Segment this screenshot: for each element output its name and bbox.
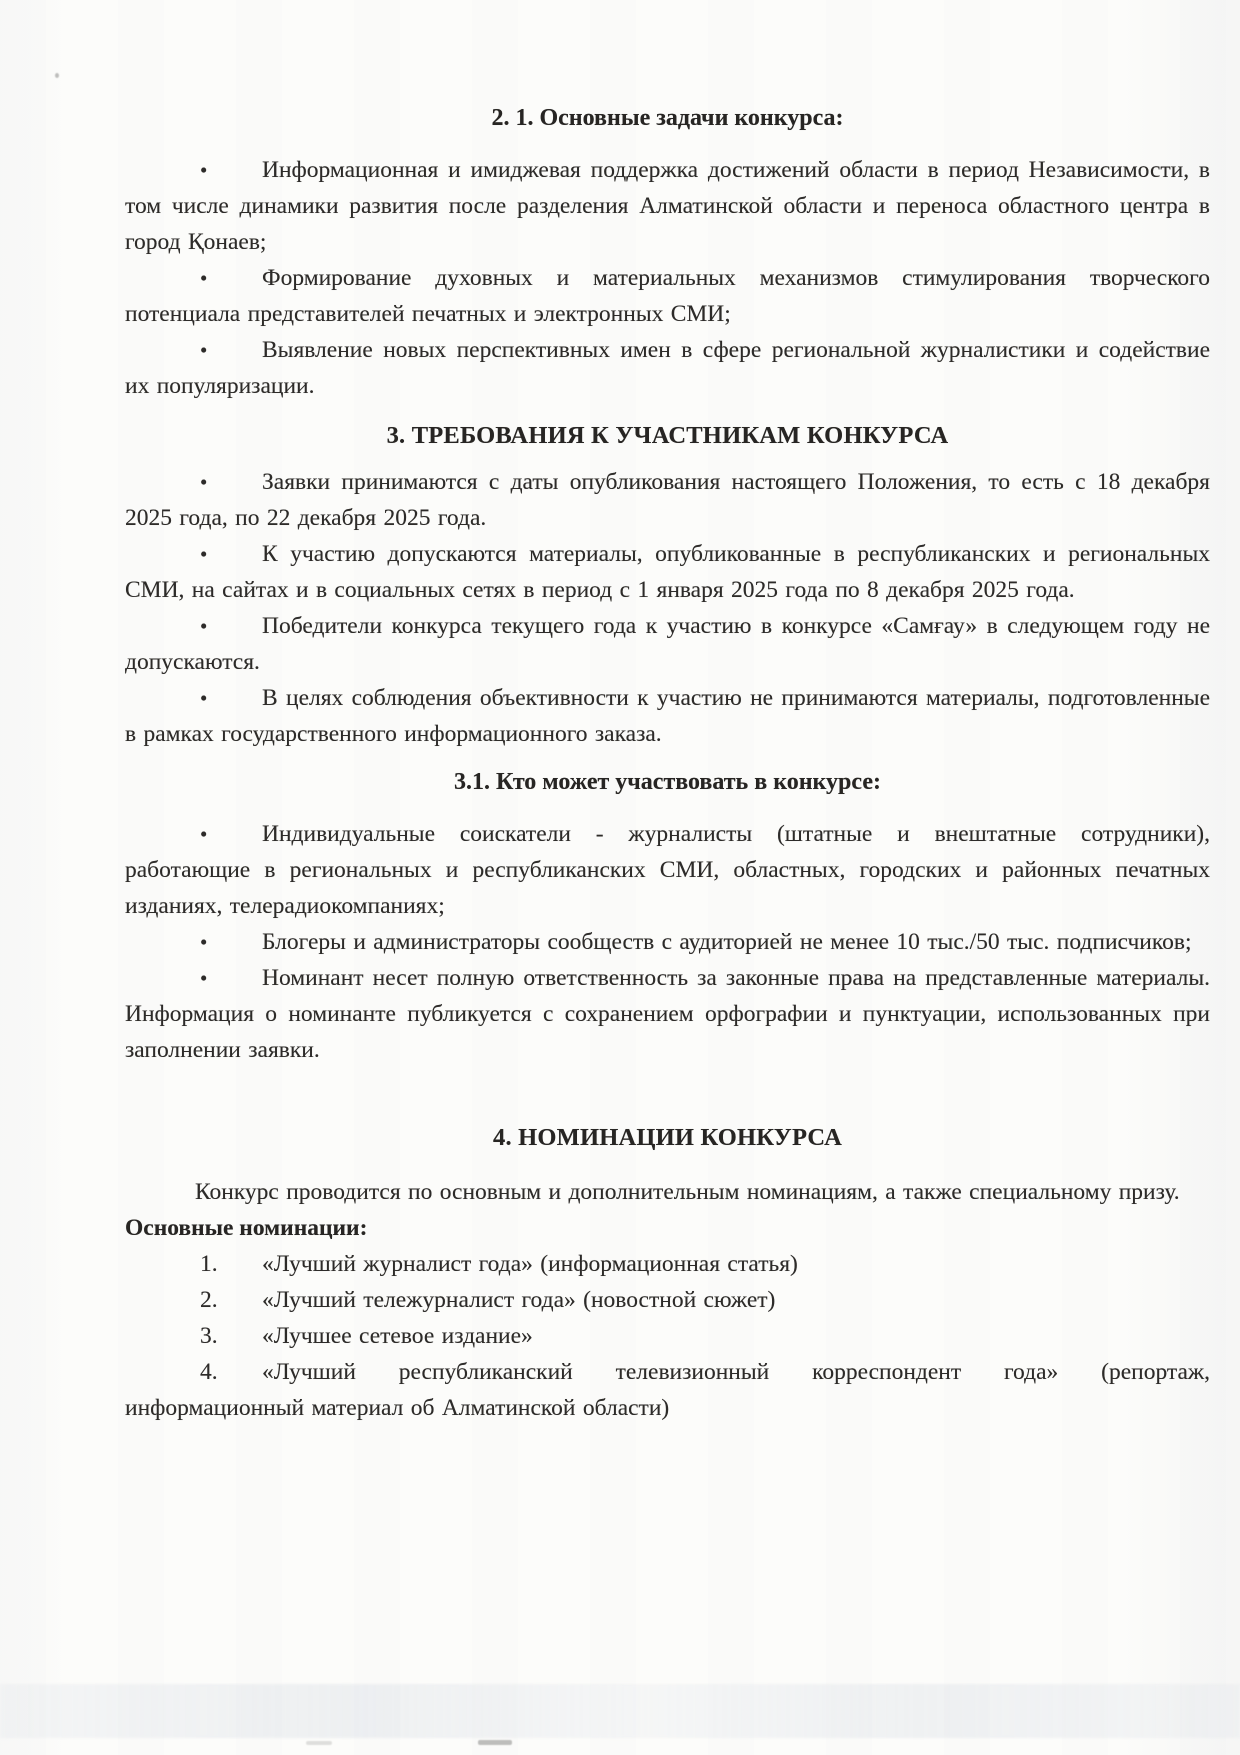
bullet-icon: • (200, 470, 208, 494)
item-number: 1. (200, 1251, 218, 1277)
bullet-paragraph (125, 260, 1210, 332)
heading-main-tasks: 2. 1. Основные задачи конкурса: (491, 105, 844, 131)
heading-who-can-participate: 3.1. Кто может участвовать в конкурсе: (454, 769, 881, 795)
scan-smudge (478, 1740, 512, 1745)
paragraph-text: Блогеры и администраторы сообществ с аудиторией не менее 10 тыс./50 тыс. подписчиков; (262, 929, 1192, 955)
bullet-icon: • (200, 966, 208, 990)
numbered-item (125, 1354, 1210, 1426)
bullet-paragraph (125, 152, 1210, 260)
bullet-paragraph (125, 816, 1210, 924)
paragraph-text: Формирование духовных и материальных механизмов стимулирования творческого потенциала представителей печатных и электронных СМИ; (125, 265, 1210, 327)
item-text: «Лучший тележурналист года» (новостной сюжет) (262, 1287, 776, 1313)
bullet-icon: • (200, 686, 208, 710)
bullet-icon: • (200, 338, 208, 362)
paragraph-text: Номинант несет полную ответственность за законные права на представленные материалы. Информация о номинанте публикуется с сохранением орфографии и пунктуации, использованных при заполнении заявки. (125, 965, 1210, 1063)
numbered-item (125, 1318, 1210, 1354)
numbered-item (125, 1246, 1210, 1282)
paragraph-text: Заявки принимаются с даты опубликования настоящего Положения, то есть с 18 декабря 2025 года, по 22 декабря 2025 года. (125, 469, 1210, 531)
heading-nominations: 4. НОМИНАЦИИ КОНКУРСА (493, 1124, 842, 1151)
scan-smudge (306, 1741, 332, 1745)
bullet-icon: • (200, 158, 208, 182)
bullet-paragraph (125, 680, 1210, 752)
paragraph-text: Победители конкурса текущего года к участию в конкурсе «Самғау» в следующем году не допускаются. (125, 613, 1210, 675)
item-number: 2. (200, 1287, 218, 1313)
scan-noise-band (0, 1684, 1240, 1738)
bullet-paragraph (125, 960, 1210, 1068)
bullet-paragraph (125, 464, 1210, 536)
numbered-item (125, 1282, 1210, 1318)
paragraph-text: Индивидуальные соискатели - журналисты (штатные и внештатные сотрудники), работающие в региональных и республиканских СМИ, областных, городских и районных печатных изданиях, телерадиокомпаниях; (125, 821, 1210, 919)
bullet-icon: • (200, 930, 208, 954)
bullet-paragraph (125, 924, 1210, 960)
item-text: «Лучший республиканский телевизионный корреспондент года» (репортаж, информационный материал об Алматинской области) (125, 1359, 1210, 1421)
paragraph-text: Выявление новых перспективных имен в сфере региональной журналистики и содействие их популяризации. (125, 337, 1210, 399)
scan-speck (55, 73, 59, 78)
bullet-icon: • (200, 542, 208, 566)
item-text: «Лучший журналист года» (информационная статья) (262, 1251, 798, 1277)
bullet-paragraph (125, 608, 1210, 680)
main-nominations-label: Основные номинации: (125, 1215, 368, 1241)
item-number: 3. (200, 1323, 218, 1349)
bullet-paragraph (125, 536, 1210, 608)
item-text: «Лучшее сетевое издание» (262, 1323, 533, 1349)
item-number: 4. (200, 1359, 218, 1385)
paragraph-text: Информационная и имиджевая поддержка достижений области в период Независимости, в том числе динамики развития после разделения Алматинской области и переноса областного центра в город Қонаев; (125, 157, 1210, 255)
bullet-paragraph (125, 332, 1210, 404)
intro-paragraph: Конкурс проводится по основным и дополнительным номинациям, а также специальному призу. (195, 1179, 1180, 1205)
paragraph-text: К участию допускаются материалы, опубликованные в республиканских и региональных СМИ, на сайтах и в социальных сетях в период с 1 января 2025 года по 8 декабря 2025 года. (125, 541, 1210, 603)
heading-participant-requirements: 3. ТРЕБОВАНИЯ К УЧАСТНИКАМ КОНКУРСА (386, 422, 949, 449)
bullet-icon: • (200, 614, 208, 638)
bullet-icon: • (200, 266, 208, 290)
bullet-icon: • (200, 822, 208, 846)
document-body (125, 100, 1210, 1426)
paragraph-text: В целях соблюдения объективности к участию не принимаются материалы, подготовленные в рамках государственного информационного заказа. (125, 685, 1210, 747)
